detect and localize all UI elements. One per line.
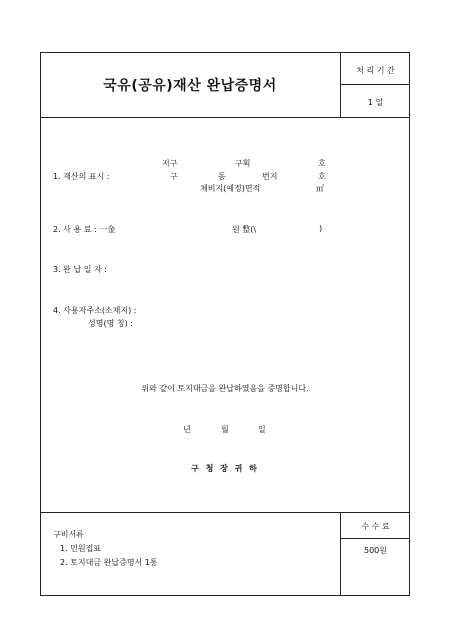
property-label: 1. 재산의 표시 : [53, 172, 110, 181]
property-col3-mid: 호 [318, 172, 326, 181]
property-col2b-mid: 번지 [262, 172, 278, 181]
usage-fee-won: 원 整(\ [232, 225, 257, 234]
processing-period-header: 처 리 기 간 [356, 66, 395, 75]
divider-footer [40, 512, 410, 513]
property-area-unit: ㎡ [316, 184, 324, 193]
divider-title [40, 117, 410, 118]
fee-header: 수 수 료 [361, 522, 390, 531]
property-col2-top: 구획 [235, 159, 251, 168]
property-area-label: 체비지(예정)면적 [200, 184, 261, 193]
divider-fee-header [340, 538, 410, 539]
document-title: 국유(공유)재산 완납증명서 [103, 78, 277, 94]
date-day: 일 [258, 425, 266, 434]
required-document-item: 1. 민원접표 [60, 544, 102, 553]
property-col3-top: 호 [318, 159, 326, 168]
usage-fee-close: ) [319, 224, 323, 233]
user-address-label: 4. 사용자주소(소재지) : [53, 306, 137, 315]
property-col2-mid: 동 [218, 172, 226, 181]
required-document-item: 2. 토지대금 완납증명서 1통 [60, 558, 158, 567]
date-month: 월 [221, 425, 229, 434]
fee-value: 500원 [364, 546, 387, 555]
divider-processing-header [340, 84, 410, 85]
processing-period-value: 1 일 [367, 98, 384, 107]
usage-fee-label: 2. 사 용 료 : 一金 [53, 225, 116, 234]
addressee: 구 청 장 귀 하 [191, 464, 259, 473]
certification-text: 위와 같이 토지대금을 완납하였음을 증명합니다. [141, 384, 309, 393]
payment-date-label: 3. 완 납 일 자 : [53, 265, 107, 274]
required-documents-header: 구비서류 [53, 530, 84, 539]
user-name-label: 성명(명 칭) : [88, 319, 133, 328]
property-col1-top: 지구 [162, 159, 178, 168]
date-year: 년 [183, 425, 191, 434]
property-col1-mid: 구 [170, 172, 178, 181]
